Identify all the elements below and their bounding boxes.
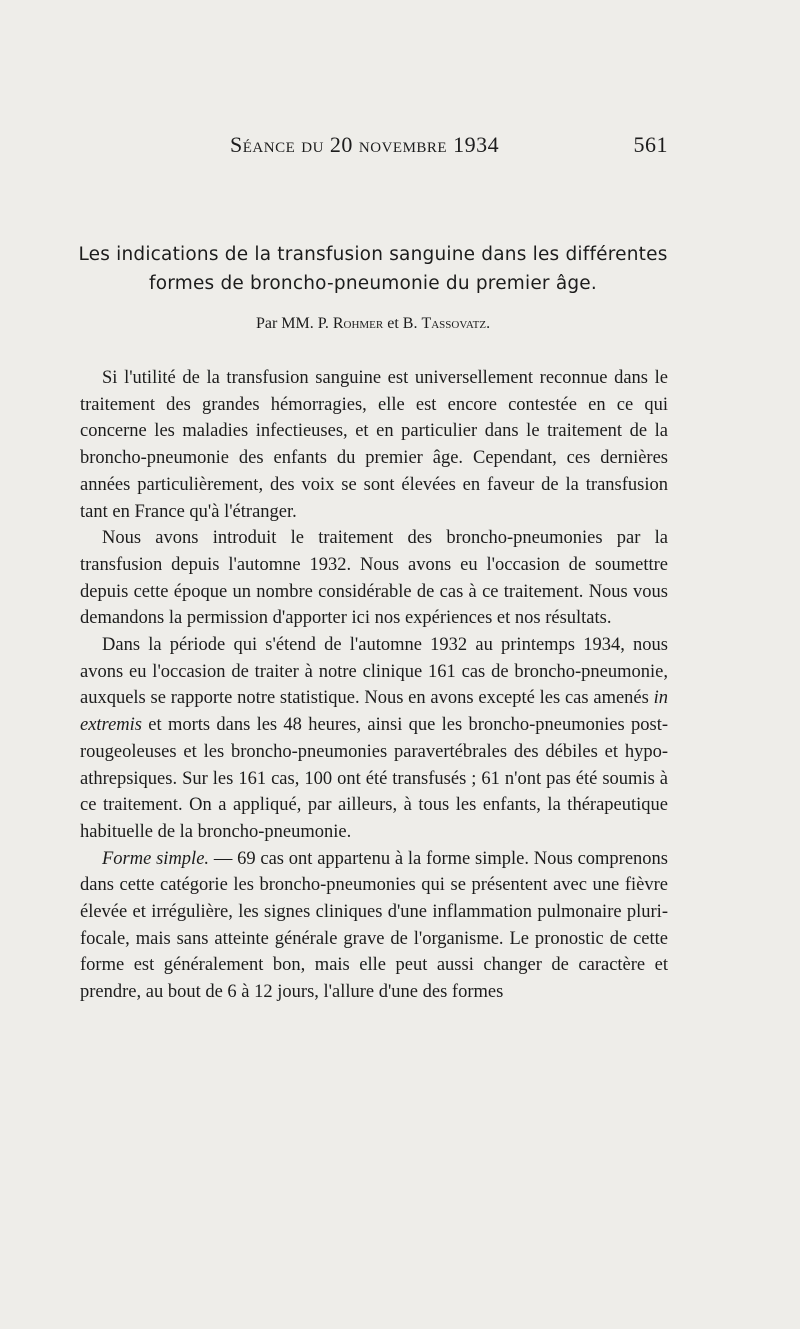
seance-label: Séance du xyxy=(230,132,330,157)
paragraph-4 xyxy=(80,846,668,1006)
page-number: 561 xyxy=(633,132,668,157)
paragraph-3-text-a: Dans la période qui s'étend de l'automne 1932 au printemps 1934, nous avons eu l'occasion de traiter à notre clinique 161 cas de broncho-pneumonie, auxquels se rapporte notre statistique. Nous en avons excepté les cas amenés xyxy=(80,635,668,709)
paragraph-1: Si l'utilité de la transfusion sanguine est universellement reconnue dans le traitement des grandes hémorragies, elle est encore contestée en ce qui concerne les maladies infectieuses, et en particulier dans le traitement de la broncho-pneumonie des enfants du premier âge. Cependant, ces dernières années particulièrement, des voix se sont élevées en faveur de la transfusion tant en France qu'à l'étranger. xyxy=(80,368,668,522)
authors-prefix: Par MM. P. xyxy=(255,315,333,332)
author-rohmer: Rohmer xyxy=(332,315,384,332)
paragraph-3 xyxy=(80,632,668,846)
article-authors xyxy=(80,315,666,333)
paragraph-4-text: — 69 cas ont appartenu à la forme simple. Nous comprenons dans cette catégorie les broncho-pneumonies qui se présentent avec une fièvre élevée et irrégulière, les signes cliniques d'une inflammation pulmonaire pluri-focale, mais sans atteinte générale grave de l'organisme. Le pronostic de cette forme est généralement bon, mais elle peut aussi changer de caractère et prendre, au bout de 6 à 12 jours, l'allure d'une des formes xyxy=(80,848,668,1003)
date-month: novembre xyxy=(352,132,454,157)
paragraph-2: Nous avons introduit le traitement des broncho-pneumonies par la transfusion depuis l'automne 1932. Nous avons eu l'occasion de soumettre depuis cette époque un nombre considérable de cas à ce traitement. Nous vous demandons la permission d'apporter ici nos expériences et nos résultats. xyxy=(80,528,668,629)
date-year: 1934 xyxy=(453,132,500,157)
author-tassovatz: Tassovatz xyxy=(421,315,487,332)
authors-suffix: . xyxy=(486,315,491,332)
section-heading-forme-simple: Forme simple. xyxy=(102,848,210,869)
in-extremis-italic: in extremis xyxy=(80,688,668,736)
paragraph-3-text-b: et morts dans les 48 heures, ainsi que les broncho-pneumonies post-rougeoleuses et les broncho-pneumonies paravertébrales des débiles et hypo-athrepsiques. Sur les 161 cas, 100 ont été transfusés ; 61 n'ont pas été soumis à ce traitement. On a appliqué, par ailleurs, à tous les enfants, la thérapeutique habituelle de la broncho-pneumonie. xyxy=(80,715,668,842)
date-day: 20 xyxy=(329,132,353,157)
running-head xyxy=(80,132,668,166)
article-title: Les indications de la transfusion sanguine dans les différentes formes de broncho-pneumonie du premier âge. xyxy=(78,244,668,294)
article-body xyxy=(80,365,668,1006)
running-head-title xyxy=(230,132,499,158)
authors-mid: et B. xyxy=(383,315,422,332)
